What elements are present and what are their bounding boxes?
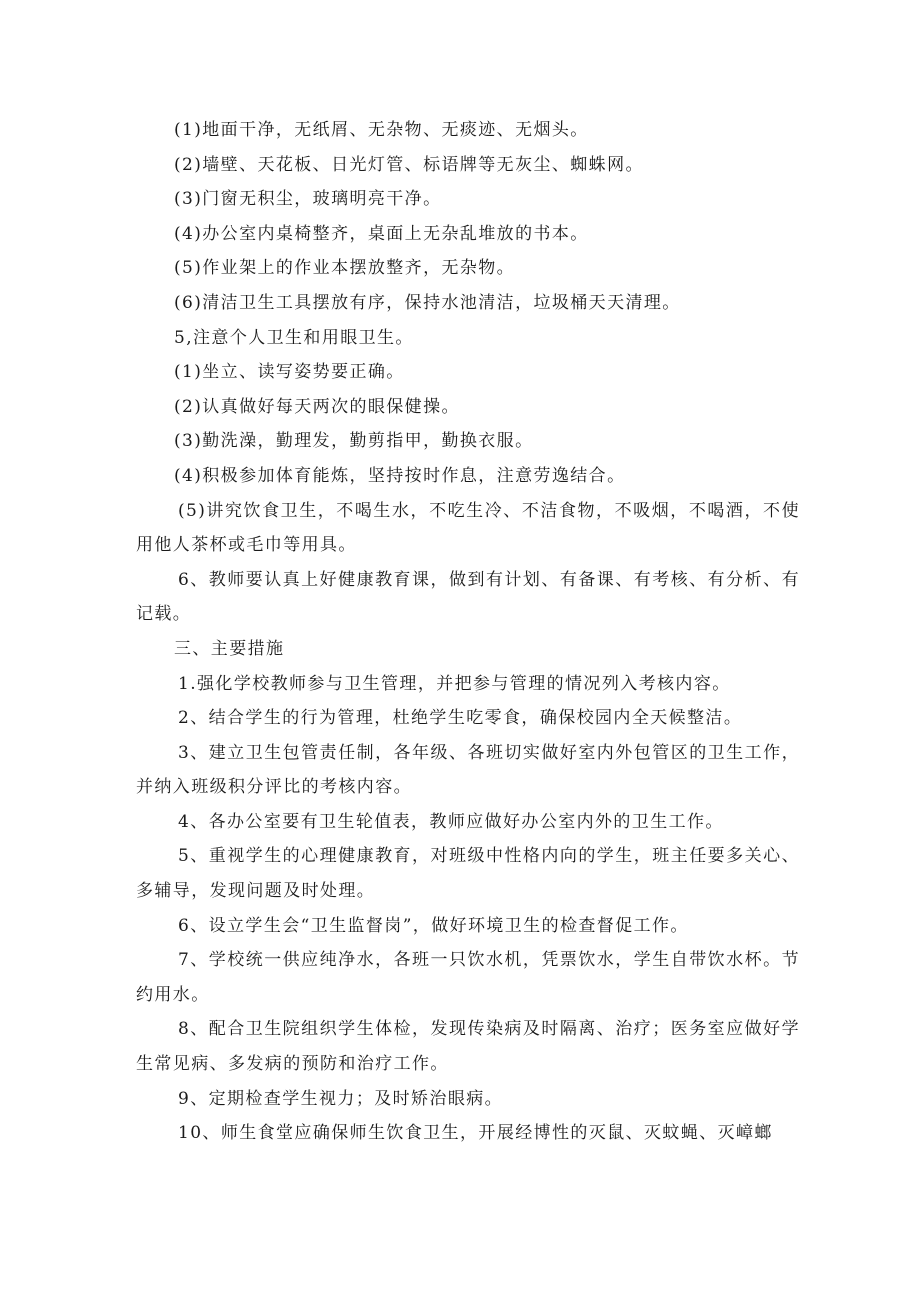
text-line: 5,注意个人卫生和用眼卫生。 [174,327,414,348]
section-heading: 三、主要措施 [174,638,285,659]
measure-item: 4、各办公室要有卫生轮值表，教师应做好办公室内外的卫生工作。 [178,811,724,832]
text-line: (5)作业架上的作业本摆放整齐，无杂物。 [174,258,516,279]
text-line: (4)办公室内桌椅整齐，桌面上无杂乱堆放的书本。 [174,223,589,244]
paragraph-item-6: 6、教师要认真上好健康教育课，做到有计划、有备课、有考核、有分析、有记载。 [136,569,800,625]
measure-item: 1.强化学校教师参与卫生管理，并把参与管理的情况列入考核内容。 [178,673,731,694]
paragraph-item-5: (5)讲究饮食卫生，不喝生水，不吃生冷、不洁食物，不吸烟，不喝酒，不使用他人茶杯或毛巾等用具。 [136,500,800,556]
document-body [136,113,800,1151]
text-line: (6)清洁卫生工具摆放有序，保持水池清洁，垃圾桶天天清理。 [174,292,681,313]
text-line: (1)地面干净，无纸屑、无杂物、无痰迹、无烟头。 [174,120,589,140]
measure-item: 2、结合学生的行为管理，杜绝学生吃零食，确保校园内全天候整洁。 [178,708,743,729]
measure-item: 6、设立学生会“卫生监督岗”，做好环境卫生的检查督促工作。 [178,915,689,936]
measure-item: 8、配合卫生院组织学生体检，发现传染病及时隔离、治疗；医务室应做好学生常见病、多发病的预防和治疗工作。 [136,1019,800,1075]
measure-item: 7、学校统一供应纯净水，各班一只饮水机，凭票饮水，学生自带饮水杯。节约用水。 [136,950,800,1005]
text-line: (1)坐立、读写姿势要正确。 [174,362,405,383]
measure-item: 9、定期检查学生视力；及时矫治眼病。 [178,1088,504,1109]
measure-item: 10、师生食堂应确保师生饮食卫生，开展经博性的灭鼠、灭蚊蝇、灭嶂螂 [178,1123,773,1144]
text-line: (3)勤洗澡，勤理发，勤剪指甲，勤换衣服。 [174,431,534,452]
text-line: (3)门窗无积尘，玻璃明亮干净。 [174,189,442,210]
measure-item: 3、建立卫生包管责任制，各年级、各班切实做好室内外包管区的卫生工作，并纳入班级积分评比的考核内容。 [136,742,800,798]
text-line: (4)积极参加体育能炼，坚持按时作息，注意劳逸结合。 [174,465,626,486]
text-line: (2)认真做好每天两次的眼保健操。 [174,396,460,417]
text-line: (2)墙壁、天花板、日光灯管、标语牌等无灰尘、蜘蛛网。 [174,154,644,175]
measure-item: 5、重视学生的心理健康教育，对班级中性格内向的学生，班主任要多关心、多辅导，发现问题及时处理。 [136,846,800,902]
